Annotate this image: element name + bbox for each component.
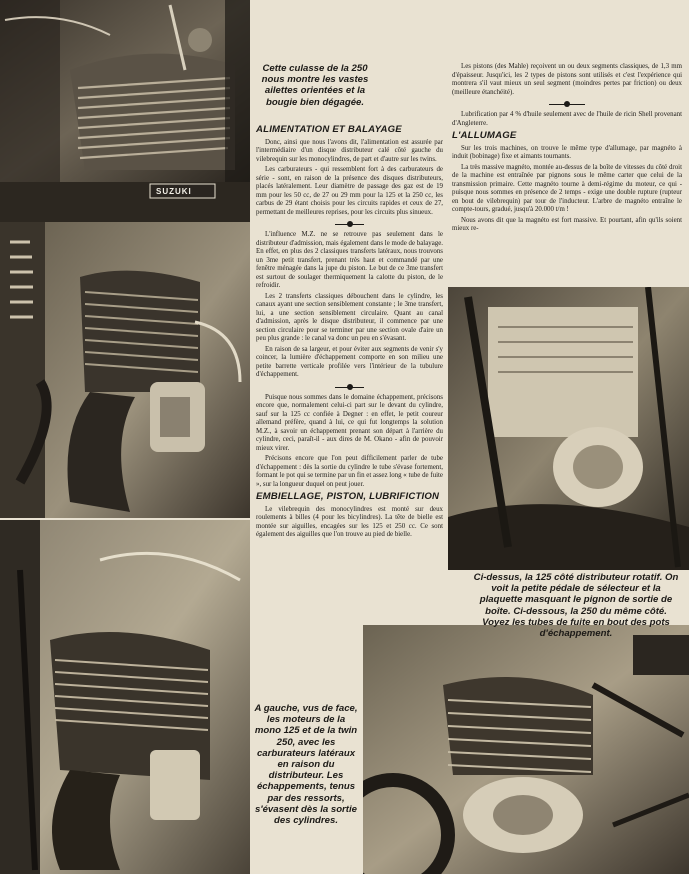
caption-engines-front: A gauche, vus de face, les moteurs de la mono 125 et de la twin 250, avec les carburateurs latéraux en raison du distributeur. Les échappements, tenus par des ressorts, s'évasent dès la sortie des cylindres. xyxy=(254,703,358,827)
paragraph: En raison de sa largeur, et pour éviter aux segments de venir s'y coincer, la lumière d'échappement comporte en son milieu une petite barrette verticale profilée vers l'intérieur de la tubulure d'échappement. xyxy=(256,345,443,378)
suzuki-logo: SUZUKI xyxy=(156,187,192,196)
section-separator xyxy=(256,383,443,391)
paragraph: Précisons encore que l'on peut difficilement parler de tube d'échappement : dès la sortie du cylindre le tube s'évase fortement, formant le pot qui se termine par un fin et assez long « tube de fuite », sur la longueur duquel on peut jouer. xyxy=(256,455,443,488)
article-column-right xyxy=(452,63,682,236)
photo-cylinder-head xyxy=(0,0,250,182)
article-column-left xyxy=(256,122,443,542)
paragraph: Les pistons (des Mahle) reçoivent un ou deux segments classiques, de 1,3 mm d'épaisseur. Jusqu'ici, les 2 types de pistons sont utilisés et c'est l'expérience qui montrera s'il vaut mieux un seul segment (moindres pertes par friction) ou deux (meilleure étanchéité). xyxy=(452,63,682,96)
caption-cylinder-head: Cette culasse de la 250 nous montre les vastes ailettes orientées et la bougie bien dégagée. xyxy=(261,63,369,108)
section-separator xyxy=(256,220,443,228)
paragraph: La très massive magnéto, montée au-dessus de la boîte de vitesses du côté droit de la machine est entraînée par pignons sous le même carter que celui de la transmission primaire. Cette magnéto tourne à demi-régime du moteur, ce qui - puisque nous sommes en présence de 2 temps - exige une double rupture (rupteur en bout de vilebrequin) par tour de l'inducteur. L'arbre de magnéto entraîne le compte-tours, gradué, jusqu'à 20.000 t/m ! xyxy=(452,163,682,213)
paragraph: Sur les trois machines, on trouve le même type d'allumage, par magnéto à induit (bobinage) fixe et aimants tournants. xyxy=(452,144,682,160)
photo-250-side xyxy=(363,625,689,874)
paragraph: Puisque nous sommes dans le domaine échappement, précisons encore que, normalement celui-ci part sur le devant du cylindre, sauf sur la 125 cc confiée à Degner : en effet, le petit coureur allemand préfère, quand à lui, ce qui fut longtemps la solution M.Z., à savoir un échappement prenant son départ à l'arrière du cylindre, ceci, paraît-il - aux dires de M. Okano - afin de pouvoir mieux virer. xyxy=(256,393,443,452)
paragraph: Nous avons dit que la magnéto est fort massive. Et pourtant, afin qu'ils soient mieux re- xyxy=(452,216,682,232)
paragraph: Donc, ainsi que nous l'avons dit, l'alimentation est assurée par l'intermédiaire d'un disque distributeur calé côté gauche du vilebrequin sur les monocylindres, de part et d'autre sur les twins. xyxy=(256,138,443,163)
paragraph: Le vilebrequin des monocylindres est monté sur deux roulements à billes (4 pour les bicylindres). La tête de bielle est montée sur aiguilles, encagées sur les 125 et 250 cc. Ce sont également des aiguilles que l'on trouve au pied de bielle. xyxy=(256,505,443,538)
photo-125-distributor-side xyxy=(448,287,689,570)
heading-embiellage: EMBIELLAGE, PISTON, LUBRIFICTION xyxy=(256,491,440,502)
paragraph: Lubrification par 4 % d'huile seulement avec de l'huile de ricin Shell provenant d'Angleterre. xyxy=(452,111,682,127)
caption-125-250-side: Ci-dessus, la 125 côté distributeur rotatif. On voit la petite pédale de sélecteur et la plaquette masquant le pignon de sortie de boîte. Ci-dessous, la 250 du même côté. Voyez les tubes de fuite en bout des pots d'échappement. xyxy=(473,572,679,640)
photo-engine-side xyxy=(0,182,250,518)
heading-alimentation: ALIMENTATION ET BALAYAGE xyxy=(256,124,402,135)
paragraph: L'influence M.Z. ne se retrouve pas seulement dans le distributeur d'admission, mais également dans le mode de balayage. En effet, en plus des 2 classiques transferts latéraux, nous trouvons un 3me petit transfert, prenant très haut et commandé par une fenêtre ménagée dans la jupe du piston. Le but de ce 3me transfert est surtout de soulager thermiquement la calotte du piston, de le refroidir. xyxy=(256,231,443,289)
paragraph: Les 2 transferts classiques débouchent dans le cylindre, les canaux ayant une section sensiblement constante ; le 3me transfert, lui, a une section sensiblement circulaire. Quant au canal d'admission, après le disque distributeur, il commence par une section circulaire pour se terminer par une section ovale d'aire un peu plus grande : le canal va donc un peu en s'évasant. xyxy=(256,292,443,342)
photo-engines-front xyxy=(0,520,250,874)
heading-allumage: L'ALLUMAGE xyxy=(452,130,517,141)
paragraph: Les carburateurs - qui ressemblent fort à des carburateurs de série - sont, en raison de la présence des disques distributeurs, placés latéralement. Leur diamètre de passage des gaz est de 19 mm pour les 50 cc, de 27 ou 29 mm pour la 125 et la 250 cc, les carbus de 29 étant choisis pour les circuits rapides et ceux de 27, permettant de meilleures reprises, pour les circuits plus sinueux. xyxy=(256,166,443,216)
section-separator xyxy=(452,100,682,108)
